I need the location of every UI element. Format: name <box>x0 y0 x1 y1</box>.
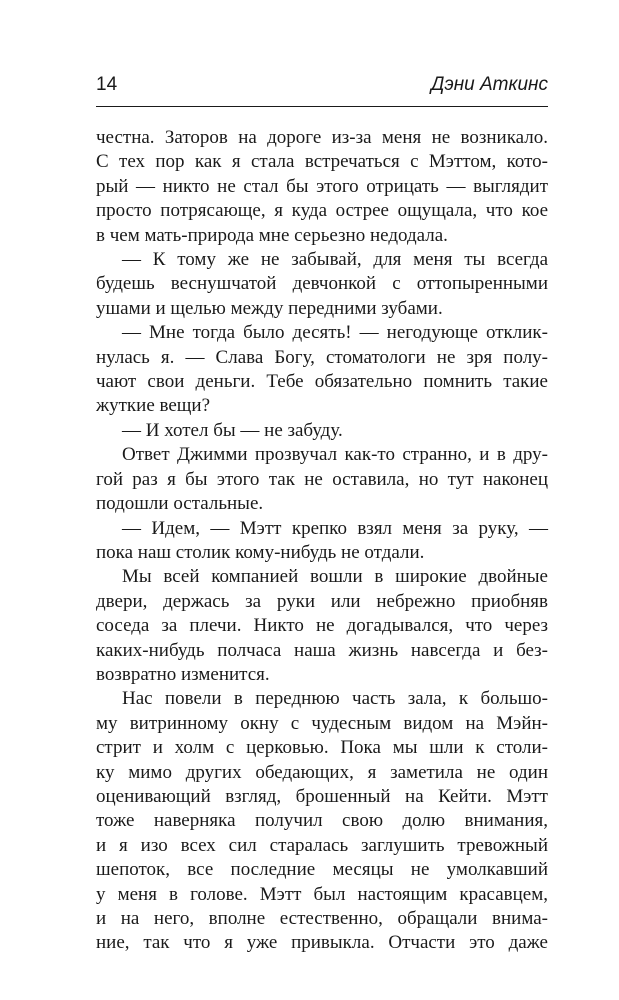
running-head-author: Дэни Аткинс <box>430 74 548 95</box>
text-line: — Идем, — Мэтт крепко взял меня за руку, — <box>122 517 548 539</box>
paragraph <box>96 126 548 248</box>
text-line: в чем мать-природа мне серьезно недодала. <box>96 224 448 246</box>
text-line: Мы всей компанией вошли в широкие двойные <box>122 566 548 588</box>
text-line: гой раз я бы этого так не оставила, но тут наконец <box>96 468 548 490</box>
text-line: жуткие вещи? <box>96 395 211 417</box>
text-line: Ответ Джимми прозвучал как-то странно, и в дру- <box>122 444 548 466</box>
text-line: соседа за плечи. Никто не догадывался, что через <box>96 615 548 637</box>
text-line: стрит и холм с церковью. Пока мы шли к столи- <box>96 737 548 759</box>
text-line: му витринному окну с чудесным видом на Мэйн- <box>96 712 548 734</box>
text-line: подошли остальные. <box>96 493 264 515</box>
text-line: и на него, вполне естественно, обращали внима- <box>96 908 548 929</box>
text-line: — И хотел бы — не забуду. <box>122 419 343 441</box>
text-line: двери, держась за руки или небрежно приобняв <box>96 590 548 612</box>
text-line: каких-нибудь полчаса наша жизнь навсегда и без- <box>96 639 548 661</box>
text-line: — К тому же не забывай, для меня ты всегда <box>122 249 548 271</box>
text-line: шепоток, все последние месяцы не умолкавший <box>96 859 548 881</box>
text-line: ку мимо других обедающих, я заметила не один <box>96 761 548 783</box>
text-line: — Мне тогда было десять! — негодующе отклик- <box>122 322 548 344</box>
paragraph <box>96 565 548 687</box>
paragraph <box>96 443 548 516</box>
paragraph <box>96 687 548 955</box>
text-line: будешь веснушчатой девчонкой с оттопыренными <box>96 273 548 295</box>
text-line: рый — никто не стал бы этого отрицать — выглядит <box>96 175 548 197</box>
text-line: пока наш столик кому-нибудь не отдали. <box>96 541 425 563</box>
text-line: и я изо всех сил старалась заглушить тревожный <box>96 834 548 856</box>
text-line: ушами и щелью между передними зубами. <box>96 297 443 319</box>
text-line: у меня в голове. Мэтт был настоящим красавцем, <box>96 883 548 905</box>
text-line: ние, так что я уже привыкла. Отчасти это даже <box>96 932 548 954</box>
page-header <box>96 72 548 102</box>
text-line: оценивающий взгляд, брошенный на Кейти. Мэтт <box>96 785 548 807</box>
header-rule <box>96 106 548 107</box>
paragraph <box>96 321 548 419</box>
text-line: чают свои деньги. Тебе обязательно помнить такие <box>96 371 548 393</box>
body-text <box>96 126 548 956</box>
paragraph <box>96 248 548 321</box>
paragraph <box>96 419 548 443</box>
paragraph <box>96 517 548 566</box>
text-line: нулась я. — Слава Богу, стоматологи не зря полу- <box>96 346 548 368</box>
text-line: тоже наверняка получил свою долю внимания, <box>96 810 548 832</box>
text-line: возвратно изменится. <box>96 663 270 685</box>
text-line: С тех пор как я стала встречаться с Мэттом, кото- <box>96 151 548 173</box>
text-line: просто потрясающе, я куда острее ощущала, что кое <box>96 200 548 222</box>
text-line: честна. Заторов на дороге из-за меня не возникало. <box>96 127 548 148</box>
text-line: Нас повели в переднюю часть зала, к большо- <box>122 688 548 710</box>
page-number: 14 <box>96 74 118 95</box>
